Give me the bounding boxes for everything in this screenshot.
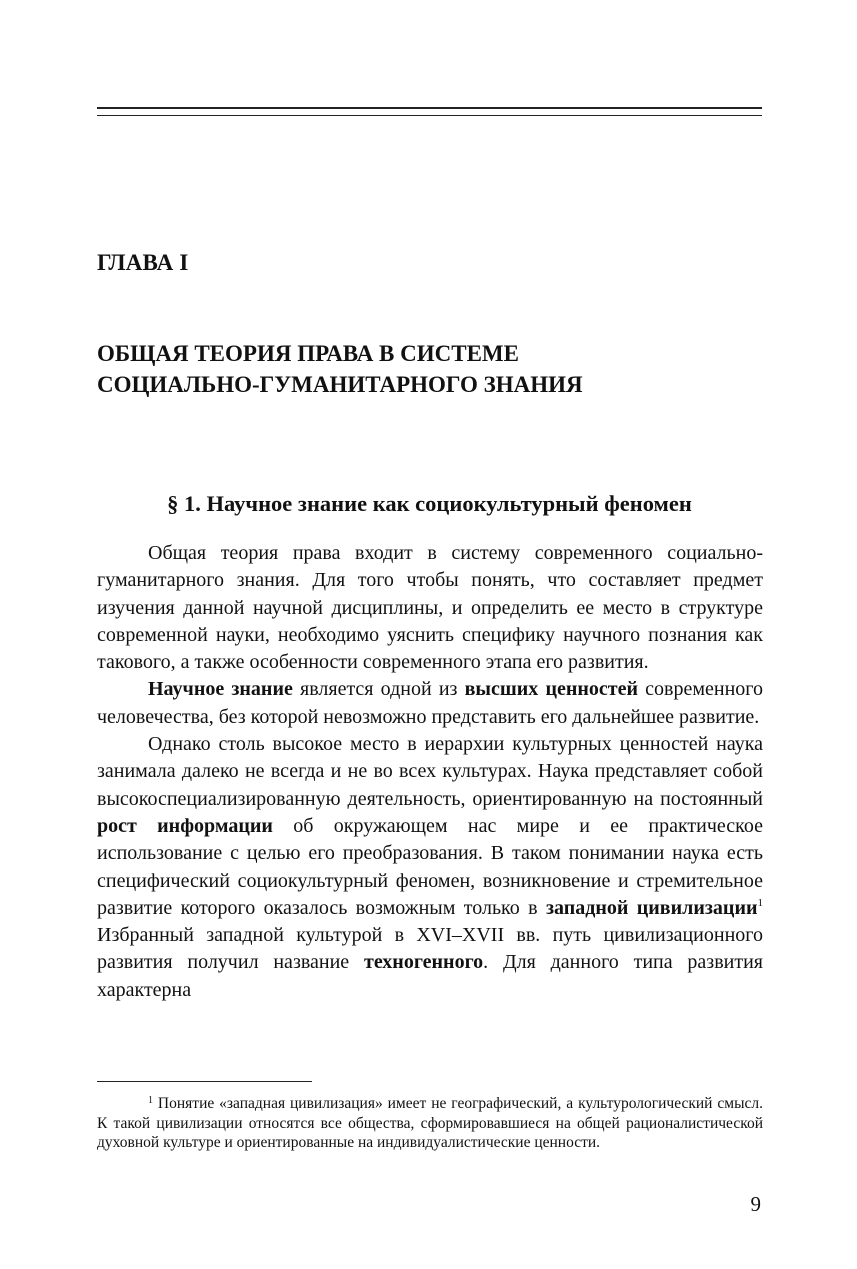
chapter-title [97, 338, 777, 400]
bold-term-technogenic: техногенного [364, 951, 484, 974]
chapter-heading: ГЛАВА I [97, 250, 189, 275]
section-heading: § 1. Научное знание как социокультурный феномен [167, 491, 692, 516]
paragraph-3 [97, 731, 763, 1004]
header-rule-top [97, 107, 762, 109]
bold-term-highest-values: высших ценностей [464, 678, 638, 701]
paragraph-3-text-a: Однако столь высокое место в иерархии культурных ценностей наука занимала далеко не всегда и не во всех культурах. Наука представляет собой высокоспециализированную деятельность, ориентированную на постоянный [97, 733, 763, 810]
footnote-reference[interactable]: 1 [757, 896, 763, 909]
bold-term-information-growth: рост информации [97, 814, 273, 837]
paragraph-2 [97, 676, 763, 731]
footnote-separator [97, 1081, 312, 1082]
page-number: 9 [750, 1192, 761, 1216]
paragraph-2-text-b: современного человечества, без которой невозможно представить его дальнейшее развитие. [97, 678, 763, 728]
footnote-text: Понятие «западная цивилизация» имеет не географический, а культурологический смысл. К такой цивилизации относятся все общества, сформировавшиеся на общей рационалистической духовной культуре и ориентированные на индивидуалистические ценности. [97, 1095, 763, 1151]
footnote [97, 1094, 763, 1153]
bold-term-scientific-knowledge: Научное знание [148, 678, 293, 701]
header-rule-bottom [97, 115, 762, 116]
paragraph-2-text-a: является одной из [292, 678, 465, 701]
footnote-marker: 1 [148, 1095, 153, 1106]
chapter-title-line-2: СОЦИАЛЬНО-ГУМАНИТАРНОГО ЗНАНИЯ [97, 372, 583, 397]
chapter-title-line-1: ОБЩАЯ ТЕОРИЯ ПРАВА В СИСТЕМЕ [97, 341, 519, 366]
paragraph-1: Общая теория права входит в систему современного социально-гуманитарного знания. Для того чтобы понять, что составляет предмет изучения данной научной дисциплины, и определить ее место в структуре современной науки, необходимо уяснить специфику научного познания как такового, а также особенности современного этапа его развития. [97, 542, 763, 674]
paragraph-3-text-b: об окружающем нас мире и ее практическое использование с целью его преобразования. В таком понимании наука есть специфический социокультурный феномен, возникновение и стремительное развитие которого оказалось возможным только в [97, 814, 763, 919]
body-text [97, 540, 763, 1004]
paragraph-3-text-c: Избранный западной культурой в XVI–XVII вв. путь цивилизационного развития получил название [97, 924, 763, 974]
paragraph-3-text-d: . Для данного типа развития характерна [97, 951, 763, 1001]
bold-term-western-civilization: западной цивилизации [545, 896, 758, 919]
